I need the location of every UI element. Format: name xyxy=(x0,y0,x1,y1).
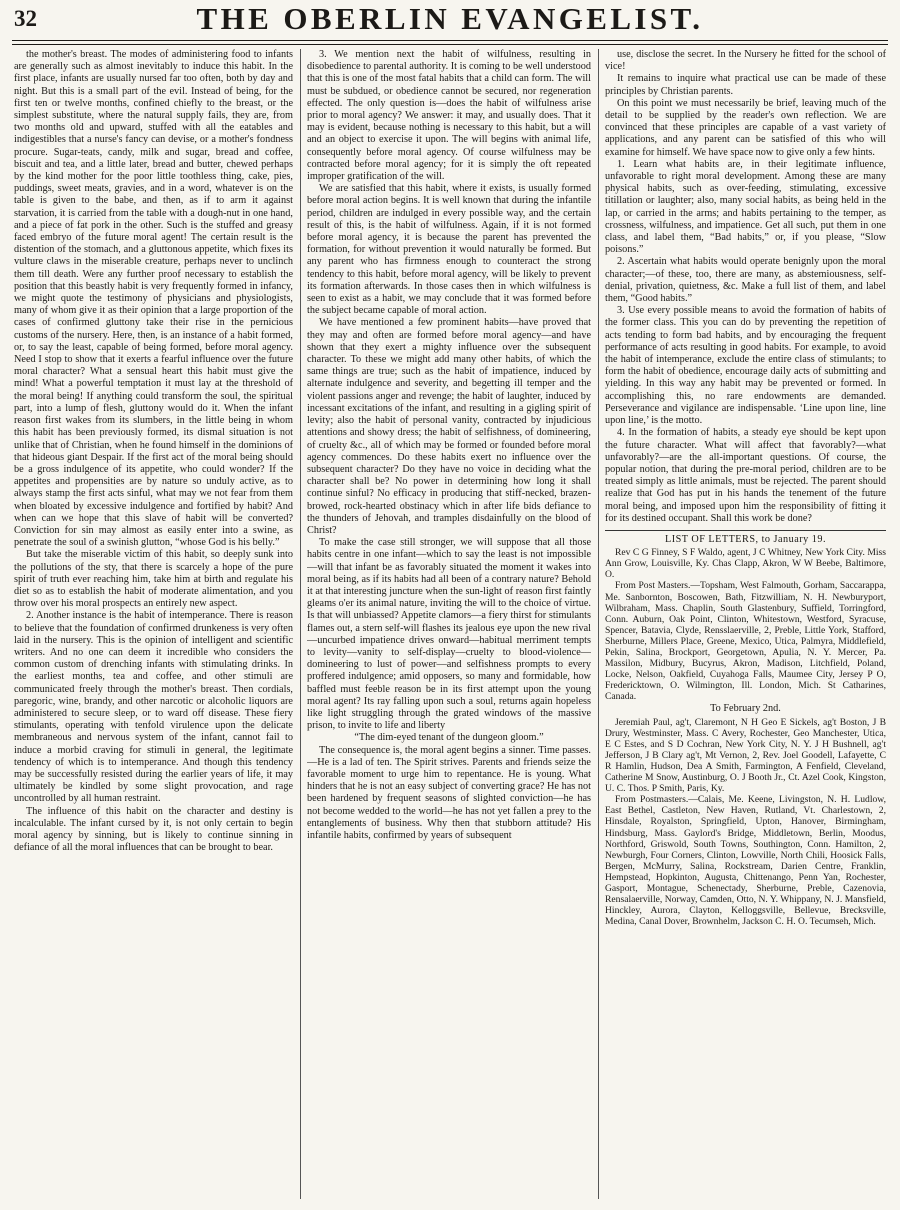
paragraph: the mother's breast. The modes of administering food to infants are generally such as almost inevitably to induce this habit. In the first place, infants are usually nursed far too often, both by day and night. But this is a small part of the evil. Instead of being, for the first ten or twelve months, confined chiefly to the breast, or the simplest substitute, where the natural supply fails, they are, from two months old and upward, stuffed with all the eatables and indigestibles that a nurse's fancy can devise, or a mother's fondness procure. Sugar-teats, candy, milk and sugar, bread and coffee, biscuit and tea, and a little later, bread and butter, chewed perhaps by the kind mother for the poor little toothless thing, cake, pies, puddings, sweet meats, gravies, and in a word, whatever is on the table is given to the babe, and then, as if to arm it against starvation, it is carried from the table with a dough-nut in one hand, and a piece of fat pork in the other. Such is the stuffed and greasy faced embryo of the future moral agent! The certain result is the distention of the stomach, and a gluttonous appetite, which fixes its vulture claws in the miserable creature, perhaps never to unclinch them till death. Were any further proof necessary to establish the position that this beastly habit is very frequently formed in infancy, we might quote the testimony of physicians and physiologists, many of whom give it as their opinion that a large proportion of the cases of confirmed gluttony take their rise in the pernicious customs of the nursery. Here, then, is an instance of a habit formed, or, to say the least, capable of being formed, before moral agency. Need I stop to show that it exerts a fearful influence over the future moral character? What a sensual heart this habit must give the mind! What a powerful temptation it must lay at the threshold of the moral being! If anything could transform the soul, the spiritual part, into a lump of flesh, gluttony would do it. When the infant reason first wakes from its slumbers, in the little being in whom this habit has been previously formed, its dismal situation is not unlike that of Christian, when he found himself in the dominions of that hideous giant Despair. If the first act of the moral being should be a gross indulgence of its appetite, who could wonder? If the appetites and propensities are by nature so unduly active, as to always stamp the first acts sinful, what may we not fear from them when bloated by excessive indulgence and fortified by habit? And when can we hope that this slave of habit will be converted? Conviction for sin may almost as easily enter into a swine, as penetrate the soul of a swinish glutton, “whose God is his belly.” xyxy=(14,49,293,549)
newspaper-title: THE OBERLIN EVANGELIST. xyxy=(196,1,704,36)
column-3 xyxy=(605,49,886,1201)
letters-entry: Jeremiah Paul, ag't, Claremont, N H Geo E Sickels, ag't Boston, J B Drury, Westminster, Mass. C Avery, Rochester, Geo Manchester, Utica, E C Estes, and S D Cochran, New York City, N. Y. J H Bushnell, ag't Jefferson, J B Clary ag't, Mt Vernon, 2, Rev. Joel Goodell, Lafayette, C R Hamlin, Hudson, Dea A Smith, Farmington, A Fenfield, Cleveland, Catherine M Snow, Austinburg, O. J Booth Jr., Ct. Azel Cook, Kingston, U. C. Thos. P Smith, Paris, Ky. xyxy=(605,716,886,795)
paragraph: 1. Learn what habits are, in their legitimate influence, unfavorable to right moral development. Among these are many physical habits, such as over-feeding, stimulating, excessive titillation or laughter; also, many social habits, as being held in the lap, or carried in the arms; and habits pertaining to the temper, as crossness, wilfulness, and impatience. Get all such, put them in one class, and label them, “Bad habits,” or, if you please, “Slow poisons.” xyxy=(605,158,886,256)
column-divider xyxy=(598,49,599,1199)
paragraph: The influence of this habit on the character and destiny is incalculable. The infant cursed by it, is not only certain to begin moral agency by sinning, but is likely to continue sinning in defiance of all the moral influences that can be brought to bear. xyxy=(14,805,293,854)
paragraph: use, disclose the secret. In the Nursery he fitted for the school of vice! xyxy=(605,49,886,73)
paragraph: It remains to inquire what practical use can be made of these principles by Christian parents. xyxy=(605,73,886,97)
paragraph: On this point we must necessarily be brief, leaving much of the detail to be supplied by the reader's own reflection. We are convinced that these principles are capable of a vast variety of applications, and any parent can be satisfied of this who will examine for himself. We have space now to give only a few hints. xyxy=(605,97,886,158)
column-1 xyxy=(14,49,293,1201)
paragraph: We have mentioned a few prominent habits—have proved that they may and often are formed before moral agency—and have shown that they exert a mighty influence over the subsequent character. To these we might add many other habits, of which the same things are true; such as the habit of impatience, induced by alternate indulgence and severity, and begetting ill temper and the violent passions anger and revenge; the habit of laughter, induced by incessant excitations of the infant, and resulting in a gigling spirit of levity; also the habit of personal vanity, contracted by injudicious attentions and showy dress; the habit of selfishness, of domineering, of cruelty &c., all of which may be formed or founded before moral agency commences. Do these habits exert no influence over the subsequent character? Do they have no voice in deciding what the character shall be? No power in determining how long it shall continue sinful? No efficacy in producing that stiff-necked, brazen-browed, rock-hearted obstinacy which in after life bids defiance to the thunders of Jehovah, and tramples disdainfully on the blood of Christ? xyxy=(307,317,591,536)
paragraph: We are satisfied that this habit, where it exists, is usually formed before moral action begins. It is well known that during the infantile period, children are indulged in every possible way, and the certain result of this, is the habit of wilfulness. Again, if it is not formed before moral agency, it is because the parent has prevented the formation, for without prevention it would naturally be formed. But any parent who has firmness enough to counteract the strong tendency to this habit, before moral agency, will be likely to prevent its formation afterwards. In those cases then in which wilfulness is seen to exist as a habit, we may conclude that it was formed before the subject became capable of moral action. xyxy=(307,183,591,317)
letters-entry: From Postmasters.—Calais, Me. Keene, Livingston, N. H. Ludlow, East Bethel, Castleton, New Haven, Rutland, Vt. Charlestown, 2, Hinsdale, Royalston, Springfield, Upton, Hanover, Birmingham, Hindsburg, Mass. Gaylord's Bridge, Middletown, Berlin, Moodus, Northford, Griswold, South Towns, Southington, Conn. Hamilton, 2, Newburgh, Four Corners, Clinton, Lowville, North Chili, Hoosick Falls, Bergen, McMurry, Salina, Rockstream, Darien Centre, Franklin, Hempstead, Hopkinton, Augusta, Chittenango, Penn Yan, Rochester, Gasport, Montague, Schenectady, Sherburne, Preble, Cazenovia, Rensalaerville, Norway, Camden, Otto, N. Y. Whippany, N. J. Mansfield, Hinckley, Aurora, Clayton, Kelloggsville, Bellevue, Brecksville, Medina, Canal Dover, Brownhelm, Jackson C. H. O. Tecumseh, Mich. xyxy=(605,794,886,928)
header-rule-thin xyxy=(12,44,888,45)
paragraph: 3. Use every possible means to avoid the formation of habits of the former class. This you can do by preventing the repetition of acts tending to form bad habits, and by encouraging the frequent performance of acts resulting in good habits. For example, to avoid the habit of intemperance, exclude the entire class of stimulants; to form the habit of obedience, encourage daily acts of submitting and yielding. In this way any habit may be prevented or formed. In accomplishing this, no rare endowments are demanded. Perseverance and vigilance are indispensable. ‘Line upon line, line upon line,’ is the motto. xyxy=(605,305,886,427)
letters-subheading: To February 2nd. xyxy=(710,703,781,715)
section-divider xyxy=(605,530,886,531)
paragraph: But take the miserable victim of this habit, so deeply sunk into the pollutions of the sty, that there is scarcely a hope of the pure spirit of truth ever reaching him, take him at birth and regulate his diet so as to establish the habit of moderate alimentation, and you throw over his moral prospects an entirely new aspect. xyxy=(14,549,293,610)
paragraph: 4. In the formation of habits, a steady eye should be kept upon the future character. What will affect that favorably?—what unfavorably?—are the all-important questions. Of course, the popular notion, that during the pre-moral period, children are to be treated simply as little animals, must be rejected. The parent should realize that God has put in his hands the tenement of the future moral being, and imposed upon him the responsibility of fitting it for its destined occupant. Shall this work be done? xyxy=(605,427,886,524)
header-rule xyxy=(12,40,888,41)
paragraph: 2. Ascertain what habits would operate benignly upon the moral character;—of these, too, there are many, as abstemiousness, self-denial, privation, quietness, &c. Make a full list of them, and label them, “Good habits.” xyxy=(605,256,886,305)
letters-list xyxy=(605,534,886,928)
letters-entry: From Post Masters.—Topsham, West Falmouth, Gorham, Saccarappa, Me. Sanbornton, Boscowen, Bath, Fitzwilliam, N. H. Newburyport, Wilbraham, Mass. Chaplin, South Glastenbury, Suffield, Torringford, Conn. Auburn, Oak Point, Clinton, Whitestown, Westford, Syracuse, Spencer, Batavia, Clyde, Rensslaerville, 2, Preble, Little York, Stafford, Sherburne, Millers Place, Greene, Mexico, Utica, Palmyra, Middlefield, Pekin, Salina, Brockport, Georgetown, Apulia, N. Y. Mercer, Pa. Massilon, Midbury, Bucyrus, Akron, Madison, Litchfield, Poland, Locke, Nelson, Oakfield, Cuyahoga Falls, Maumee City, Jersey P O, Fredericktown, O. Wilmington, Ill. London, Mich. St Catharines, Canada. xyxy=(605,580,886,703)
letters-heading: LIST OF LETTERS, to January 19. xyxy=(664,533,827,545)
masthead xyxy=(0,0,900,38)
paragraph: 2. Another instance is the habit of intemperance. There is reason to believe that the foundation of confirmed drunkeness is very often laid in the nursery. This is the opinion of intelligent and scientific writers. And no one can deem it incredible who considers the common custom of drenching infants with stimulating drinks. In the earliest months, tea and coffee, and other stimuli are communicated freely through the mother's breast. Then cordials, paregoric, wine, brandy, and other narcotic or alcoholic liquors are administered to secure sleep, or to ward off disease. These fiery stimulants, operating with tenfold virulence upon the delicate membraneous and nervous system of the infant, cannot fail to induce a morbid craving for stimuli in general, the legitimate tendency of which is to intemperance. And though this tendency may be successfully resisted during the earlier years of life, it may ultimately be kindled by some slight provocation, and rage uncontrolled by all human restraint. xyxy=(14,610,293,805)
paragraph: To make the case still stronger, we will suppose that all those habits centre in one infant—which to say the least is not impossible—will that infant be as favorably situated the moment it wakes into moral being, as if its habits had all been of a contrary nature? Behold it at that interesting juncture when the sun-light of reason first faintly gleams o'er its animal nature, inviting the will to the choice of virtue. Is that will unbiassed? Appetite clamors—a fiery thirst for stimulants flames out, a stern self-will flashes its jealous eye upon the new rival—uncurbed impatience drives onward—habitual merriment tempts to levity—vanity to self-display—cruelty to blood-violence—domineering to lust of power—and selfishness prompts to every proffered indulgence; amid opposers, so many and formidable, how baffled must feeble reason be in its first attempt upon the young moral agent? Its ray falling upon such a soul, returns again hopeless like light struggling through the grated windows of the massive prison, to invite to life and liberty xyxy=(307,537,591,732)
paragraph: The consequence is, the moral agent begins a sinner. Time passes.—He is a lad of ten. The Spirit strives. Parents and friends seize the favorable moment to urge him to repentance. He is young. What hinders that he is not an easy subject of converting grace? He has not been hardened by frequent seasons of slighted conviction—he has not become wedded to the world—he has not yet fallen a prey to the entanglements of business. Why then that stubborn attitude? His infantile habits, confirmed by years of subsequent xyxy=(307,744,591,841)
paragraph: 3. We mention next the habit of wilfulness, resulting in disobedience to parental authority. It is coming to be well understood that this is one of the most fatal habits that a child can form. The will must be subdued, or obedience cannot be secured, nor regeneration effected. The only question is—does the habit of wilfulness arise prior to moral agency? We answer: it may, and usually does. That it may is evident, because nothing is necessary to this habit, but a will and an object to exercise it upon. The will begins with animal life, consequently before moral agency. Of course wilfulness may be contracted before moral agency; for it is simply the oft repeated improper gratification of the will. xyxy=(307,49,591,183)
letters-entry: Rev C G Finney, S F Waldo, agent, J C Whitney, New York City. Miss Ann Grow, Louisville, Ky. Chas Clapp, Akron, W W Beebe, Baltimore, O. xyxy=(605,547,886,581)
column-2 xyxy=(307,49,591,1201)
quotation: “The dim-eyed tenant of the dungeon gloom.” xyxy=(354,732,544,744)
column-divider xyxy=(300,49,301,1199)
page-number: 32 xyxy=(14,6,37,31)
